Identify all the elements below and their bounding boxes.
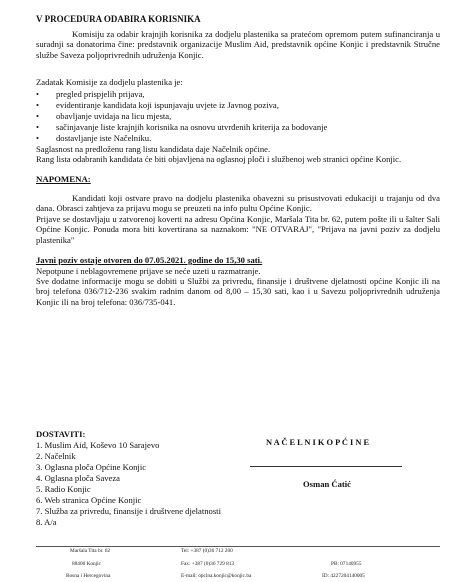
recipients-title: DOSTAVITI:	[36, 429, 86, 439]
list-item: • sačinjavanje liste krajnjih korisnika na osnovu utvrđenih kriterija za bodovanje	[36, 121, 328, 132]
tasks-list	[36, 89, 327, 144]
footer-pb: PB: 07140955	[331, 561, 362, 567]
recipient-item: 6. Web stranica Općine Konjic	[36, 495, 142, 505]
approval-note: Saglasnost na predloženu rang listu kandidata daje Načelnik općine.	[36, 144, 271, 154]
bullet-icon: •	[36, 110, 40, 121]
recipient-item: 8. A/a	[36, 517, 57, 527]
footer-divider	[36, 546, 440, 547]
note-paragraph-submission: Prijave se dostavljaju u zatvorenoj koverti na adresu Općina Konjic, Maršala Tita br. 62, putem pošte ili u šalter Sali Općine Konjic. Ponuda mora biti kovertirana sa naznakom: "NE OTVARAJ", "Prijava na javni poziv za dodjelu plastenika"	[36, 214, 440, 245]
list-item: • pregled prispjelih prijava,	[36, 89, 145, 99]
recipient-item: 7. Služba za privredu, finansije i društvene djelatnosti	[36, 506, 221, 516]
recipient-item: 2. Načelnik	[36, 451, 76, 461]
note-label: NAPOMENA:	[36, 174, 91, 184]
section-heading: V PROCEDURA ODABIRA KORISNIKA	[36, 14, 201, 24]
deadline-line: Javni poziv ostaje otvoren do 07.05.2021. godine do 15,30 sati.	[36, 255, 263, 265]
intro-paragraph: Komisiju za odabir krajnjih korisnika za dodjelu plastenika sa pratećom opremom putem sufinanciranja u suradnji sa donatorima čine: predstavnik organizacije Muslim Aid, predstavnik općine Konjic i predstavnik Stručne službe Saveza poljoprivrednih udruženja Konjic.	[36, 29, 440, 60]
footer-city: 88400 Konjic	[72, 561, 101, 567]
late-submission-note: Nepotpune i neblagovremene prijave se neće uzeti u razmatranje.	[36, 266, 261, 276]
bullet-icon: •	[36, 132, 40, 143]
signature-title: N A Č E L N I K O P Ć I N E	[266, 438, 370, 447]
tasks-intro: Zadatak Komisije za dodjelu plastenika je:	[36, 77, 183, 87]
list-item: • dostavljanje iste Načelniku.	[36, 132, 152, 143]
note-paragraph-education: Kandidati koji ostvare pravo na dodjelu plastenika obavezni su prisustvovati edukaciji u trajanju od dva dana. Obrasci zahtjeva za prijavu mogu se preuzeti na info pultu Općine Konjic.	[36, 193, 440, 214]
signature-line	[250, 466, 402, 467]
footer-email: E-mail: opcina.konjic@konjic.ba	[181, 573, 252, 579]
footer-id: ID: 4227204140005	[322, 573, 365, 579]
bullet-icon: •	[36, 121, 40, 132]
recipient-item: 4. Oglasna ploča Saveza	[36, 473, 120, 483]
bullet-icon: •	[36, 99, 40, 110]
info-paragraph: Sve dodatne informacije mogu se dobiti u Službi za privredu, finansije i društvene djelatnosti općine Konjic ili na broj telefona 036/712-236 svakim radnim danom od 8,00 – 15,30 sati, kao i u Savezu poljoprivrednih udruženja Konjic ili na broj telefona: 036/735-041.	[36, 276, 440, 307]
recipient-item: 5. Radio Konjic	[36, 484, 91, 494]
list-item: • evidentiranje kandidata koji ispunjavaju uvjete iz Javnog poziva,	[36, 99, 279, 110]
ranking-publication-note: Rang lista odabranih kandidata će biti objavljena na oglasnoj ploči i službenoj web stranici općine Konjic.	[36, 154, 402, 164]
footer-phone: Tel: +387 (0)36 712 200	[181, 548, 233, 554]
list-item: • obavljanje uvidaja na licu mjesta,	[36, 110, 172, 121]
recipient-item: 1. Muslim Aid, Koševo 10 Sarajevo	[36, 440, 160, 450]
footer-fax: Fax: +387 (0)36 729 813	[181, 561, 235, 567]
footer-country: Bosna i Hercegovina	[66, 573, 111, 579]
signature-name: Osman Ćatić	[303, 479, 351, 489]
recipient-item: 3. Oglasna ploča Općine Konjic	[36, 462, 147, 472]
footer-address: Maršala Tita br. 62	[70, 548, 111, 554]
bullet-icon: •	[36, 89, 40, 99]
